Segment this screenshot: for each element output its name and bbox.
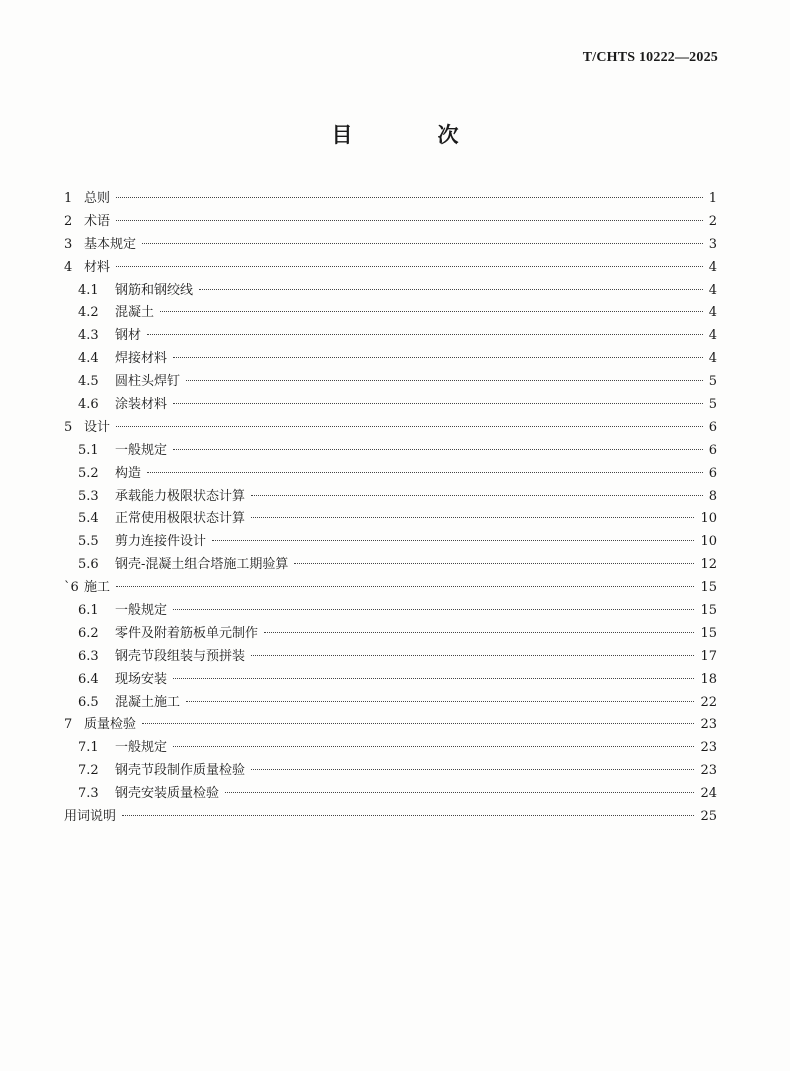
toc-entry-number: 6.4: [78, 671, 99, 687]
toc-entry-title: 质量检验: [84, 717, 137, 733]
toc-entry[interactable]: [64, 600, 717, 623]
toc-leader-dots: [225, 792, 694, 793]
standard-number: T/CHTS 10222—2025: [582, 50, 718, 65]
toc-entry-number: 7.3: [78, 786, 99, 802]
toc-entry-page: 15: [700, 580, 717, 596]
table-of-contents: [64, 188, 717, 829]
toc-leader-dots: [173, 746, 694, 747]
toc-entry-title: 一般规定: [115, 603, 168, 619]
toc-entry-title: 材料: [84, 259, 111, 275]
toc-entry-title: 施工: [84, 580, 111, 596]
toc-entry-page: 4: [708, 328, 717, 344]
toc-entry[interactable]: [64, 646, 717, 669]
toc-entry-number: 4.2: [78, 305, 99, 321]
toc-entry-title: 圆柱头焊钉: [115, 374, 181, 390]
toc-leader-dots: [173, 357, 703, 358]
toc-entry[interactable]: [64, 714, 717, 737]
toc-entry-number: 4: [64, 259, 73, 275]
toc-entry-page: 2: [708, 213, 717, 229]
toc-leader-dots: [186, 380, 703, 381]
toc-leader-dots: [116, 426, 703, 427]
toc-entry-number: 4.5: [78, 374, 99, 390]
toc-leader-dots: [264, 632, 694, 633]
toc-entry[interactable]: [64, 486, 717, 509]
toc-entry-page: 23: [700, 740, 717, 756]
toc-entry-title: 混凝土施工: [115, 694, 181, 710]
toc-entry[interactable]: [64, 188, 717, 211]
toc-entry-page: 6: [708, 419, 717, 435]
toc-entry[interactable]: [64, 554, 717, 577]
toc-entry-number: 4.4: [78, 351, 99, 367]
toc-entry-title: 混凝土: [115, 305, 155, 321]
toc-entry-page: 17: [700, 648, 717, 664]
toc-entry[interactable]: [64, 463, 717, 486]
toc-leader-dots: [116, 197, 703, 198]
toc-entry-page: 15: [700, 625, 717, 641]
toc-entry-number: 5.4: [78, 511, 99, 527]
toc-entry-title: 基本规定: [84, 236, 137, 252]
toc-entry-title: 钢材: [115, 328, 142, 344]
toc-entry-number: 7.2: [78, 763, 99, 779]
toc-entry-page: 10: [700, 511, 717, 527]
toc-entry-page: 4: [708, 259, 717, 275]
toc-entry-title: 一般规定: [115, 740, 168, 756]
toc-entry[interactable]: [64, 806, 717, 829]
toc-leader-dots: [116, 586, 694, 587]
toc-leader-dots: [294, 563, 694, 564]
toc-entry-number: 4.3: [78, 328, 99, 344]
toc-entry-page: 25: [700, 809, 717, 825]
toc-entry[interactable]: [64, 211, 717, 234]
toc-entry-title: 设计: [84, 419, 111, 435]
toc-entry-page: 1: [708, 191, 717, 206]
toc-entry-number: 2: [64, 213, 73, 229]
toc-entry-page: 4: [708, 351, 717, 367]
toc-entry-number: 6.2: [78, 625, 99, 641]
toc-entry-title: 钢壳安装质量检验: [115, 786, 220, 802]
toc-entry-page: 23: [700, 717, 717, 733]
toc-entry-number: 5.6: [78, 557, 99, 573]
toc-leader-dots: [251, 517, 694, 518]
toc-leader-dots: [116, 266, 703, 267]
toc-leader-dots: [199, 289, 703, 290]
toc-entry[interactable]: [64, 531, 717, 554]
toc-entry-number: 5.1: [78, 442, 99, 458]
toc-entry-page: 6: [708, 465, 717, 481]
toc-entry[interactable]: [64, 737, 717, 760]
toc-leader-dots: [251, 769, 694, 770]
toc-entry-title: 涂装材料: [115, 397, 168, 413]
toc-entry-page: 10: [700, 534, 717, 550]
toc-entry-title: 承载能力极限状态计算: [115, 488, 246, 504]
toc-entry[interactable]: [64, 508, 717, 531]
toc-entry-page: 3: [708, 236, 717, 252]
toc-entry-page: 23: [700, 763, 717, 779]
toc-entry-number: 5: [64, 419, 73, 435]
toc-leader-dots: [173, 403, 703, 404]
toc-entry-page: 22: [700, 694, 717, 710]
toc-leader-dots: [251, 655, 694, 656]
toc-entry-number: 4.1: [78, 282, 99, 298]
toc-entry[interactable]: [64, 417, 717, 440]
toc-entry[interactable]: [64, 348, 717, 371]
toc-entry-page: 18: [700, 671, 717, 687]
toc-entry[interactable]: [64, 577, 717, 600]
toc-entry[interactable]: [64, 302, 717, 325]
toc-leader-dots: [147, 472, 703, 473]
toc-entry-title: 焊接材料: [115, 351, 168, 367]
toc-leader-dots: [173, 609, 694, 610]
toc-entry[interactable]: [64, 669, 717, 692]
toc-entry-number: 7: [64, 717, 73, 733]
toc-entry-title: 钢壳-混凝土组合塔施工期验算: [115, 557, 289, 573]
toc-entry-title: 正常使用极限状态计算: [115, 511, 246, 527]
toc-entry[interactable]: [64, 257, 717, 280]
toc-leader-dots: [212, 540, 694, 541]
toc-entry-number: 5.5: [78, 534, 99, 550]
toc-entry[interactable]: [64, 692, 717, 715]
toc-entry-page: 12: [700, 557, 717, 573]
toc-entry-title: 术语: [84, 213, 111, 229]
toc-entry-number: 5.3: [78, 488, 99, 504]
toc-entry-number: 3: [64, 236, 73, 252]
toc-entry-number: 6.3: [78, 648, 99, 664]
toc-entry-title: 零件及附着筋板单元制作: [115, 625, 259, 641]
toc-leader-dots: [116, 220, 703, 221]
toc-entry-page: 4: [708, 305, 717, 321]
toc-entry[interactable]: [64, 371, 717, 394]
toc-leader-dots: [186, 701, 694, 702]
toc-leader-dots: [173, 678, 694, 679]
toc-entry[interactable]: [64, 760, 717, 783]
toc-entry-title: 钢筋和钢绞线: [115, 282, 194, 298]
toc-entry-number: 4.6: [78, 397, 99, 413]
toc-entry-page: 24: [700, 786, 717, 802]
toc-entry-page: 6: [708, 442, 717, 458]
toc-entry-title: 一般规定: [115, 442, 168, 458]
toc-entry[interactable]: [64, 783, 717, 806]
toc-entry[interactable]: [64, 234, 717, 257]
toc-entry-page: 15: [700, 603, 717, 619]
toc-leader-dots: [173, 449, 703, 450]
toc-entry-page: 5: [708, 374, 717, 390]
toc-entry-title: 总则: [84, 191, 111, 206]
toc-entry-number: 6.5: [78, 694, 99, 710]
toc-entry-page: 4: [708, 282, 717, 298]
toc-entry-title: 钢壳节段组装与预拼装: [115, 648, 246, 664]
toc-leader-dots: [251, 495, 703, 496]
page-title: 目 次: [331, 123, 491, 147]
toc-entry-title: 剪力连接件设计: [115, 534, 207, 550]
toc-entry[interactable]: [64, 623, 717, 646]
toc-entry-title: 现场安装: [115, 671, 168, 687]
toc-entry[interactable]: [64, 394, 717, 417]
toc-leader-dots: [142, 243, 703, 244]
toc-entry[interactable]: [64, 440, 717, 463]
toc-entry-number: 6.1: [78, 603, 99, 619]
toc-leader-dots: [160, 311, 703, 312]
toc-entry-number: 5.2: [78, 465, 99, 481]
toc-entry-title: 构造: [115, 465, 142, 481]
toc-entry-title: 用词说明: [64, 809, 117, 825]
toc-entry[interactable]: [64, 280, 717, 303]
toc-entry-page: 8: [708, 488, 717, 504]
toc-leader-dots: [147, 334, 703, 335]
toc-leader-dots: [142, 723, 694, 724]
toc-entry-number: 1: [64, 191, 73, 206]
toc-entry-number: 7.1: [78, 740, 99, 756]
toc-entry-title: 钢壳节段制作质量检验: [115, 763, 246, 779]
toc-leader-dots: [122, 815, 694, 816]
toc-entry[interactable]: [64, 325, 717, 348]
toc-entry-page: 5: [708, 397, 717, 413]
toc-entry-number: `6: [64, 580, 79, 596]
